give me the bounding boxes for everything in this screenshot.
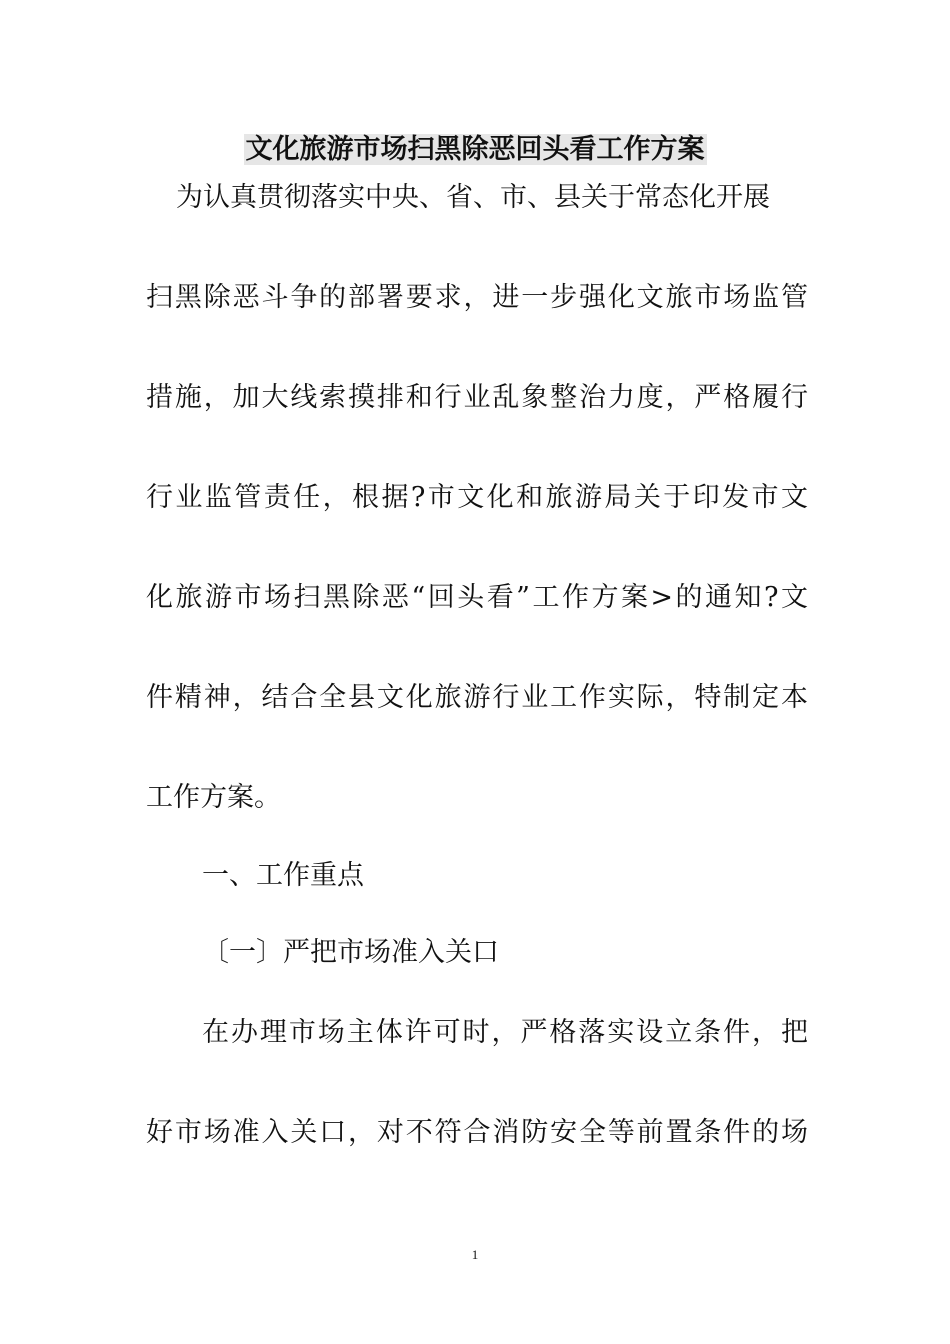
paragraph-line: 扫黑除恶斗争的部署要求，进一步强化文旅市场监管 <box>146 282 808 313</box>
section-heading: 一、工作重点 <box>202 860 364 891</box>
paragraph-line: 件精神，结合全县文化旅游行业工作实际，特制定本 <box>146 682 808 713</box>
paragraph-line: 措施，加大线索摸排和行业乱象整治力度，严格履行 <box>146 382 808 413</box>
paragraph-line: 好市场准入关口，对不符合消防安全等前置条件的场 <box>146 1117 808 1148</box>
subsection-heading: 〔一〕严把市场准入关口 <box>202 937 499 968</box>
page-number: 1 <box>471 1247 479 1262</box>
paragraph-line: 工作方案。 <box>146 782 281 813</box>
paragraph-line: 行业监管责任，根据?市文化和旅游局关于印发市文 <box>146 482 808 513</box>
paragraph-line: 化旅游市场扫黑除恶“回头看”工作方案>的通知?文 <box>146 582 808 613</box>
paragraph-line: 为认真贯彻落实中央、省、市、县关于常态化开展 <box>176 182 770 213</box>
paragraph-line: 在办理市场主体许可时，严格落实设立条件，把 <box>202 1017 808 1048</box>
document-title: 文化旅游市场扫黑除恶回头看工作方案 <box>245 134 705 165</box>
